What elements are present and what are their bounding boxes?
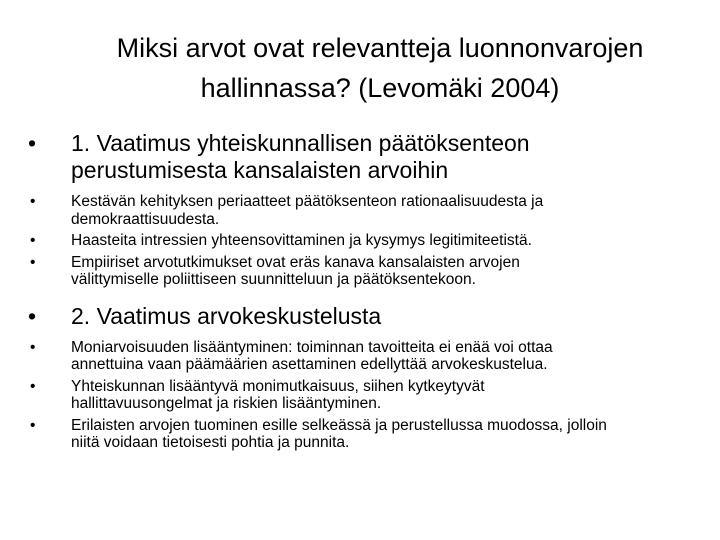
list-item-line-1: Kestävän kehityksen periaatteet päätöksenteon rationaalisuudesta ja	[71, 193, 544, 210]
bullet-icon: •	[30, 193, 36, 210]
title-line-1: Miksi arvot ovat relevantteja luonnonvarojen	[116, 33, 644, 63]
bullet-icon: •	[30, 338, 36, 356]
bullet-icon: •	[28, 302, 37, 329]
slide-body	[26, 130, 706, 452]
list-item-line-2: välittymiselle poliittiseen suunnitteluun ja päätöksentekoon.	[71, 271, 476, 288]
heading-line-1: 1. Vaatimus yhteiskunnallisen päätöksenteon	[71, 130, 530, 156]
heading-line-2: perustumisesta kansalaisten arvoihin	[71, 157, 449, 183]
list-item-line-2: niitä voidaan tietoisesti pohtia ja punnita.	[71, 434, 350, 451]
list-item	[26, 254, 706, 289]
list-item	[26, 378, 706, 413]
list-item	[26, 232, 706, 250]
list-item-line-1: Erilaisten arvojen tuominen esille selkeässä ja perustellussa muodossa, jolloin	[71, 416, 607, 434]
bullet-icon: •	[30, 377, 36, 395]
heading-line-1: 2. Vaatimus arvokeskustelusta	[71, 302, 382, 329]
list-item-line-2: annettuina vaan päämäärien asettaminen edellyttää arvokeskustelua.	[71, 356, 548, 373]
section-2-heading	[26, 303, 706, 330]
list-item-line-1: Yhteiskunnan lisääntyvä monimutkaisuus, siihen kytkeytyvät	[71, 377, 485, 395]
title-line-2: hallinnassa? (Levomäki 2004)	[200, 73, 560, 103]
list-item	[26, 417, 706, 452]
list-item	[26, 339, 706, 374]
section-1-heading	[26, 130, 706, 184]
list-item-line-2: hallittavuusongelmat ja riskien lisääntyminen.	[71, 395, 382, 412]
list-item-line-1: Haasteita intressien yhteensovittaminen ja kysymys legitimiteetistä.	[71, 232, 532, 249]
slide-title	[60, 28, 700, 108]
bullet-icon: •	[30, 416, 36, 434]
bullet-icon: •	[28, 130, 37, 156]
list-item	[26, 193, 706, 228]
list-item-line-1: Empiiriset arvotutkimukset ovat eräs kanava kansalaisten arvojen	[71, 253, 520, 271]
list-item-line-1: Moniarvoisuuden lisääntyminen: toiminnan tavoitteita ei enää voi ottaa	[71, 338, 553, 356]
list-item-line-2: demokraattisuudesta.	[71, 210, 220, 228]
bullet-icon: •	[30, 253, 36, 271]
bullet-icon: •	[30, 232, 36, 249]
